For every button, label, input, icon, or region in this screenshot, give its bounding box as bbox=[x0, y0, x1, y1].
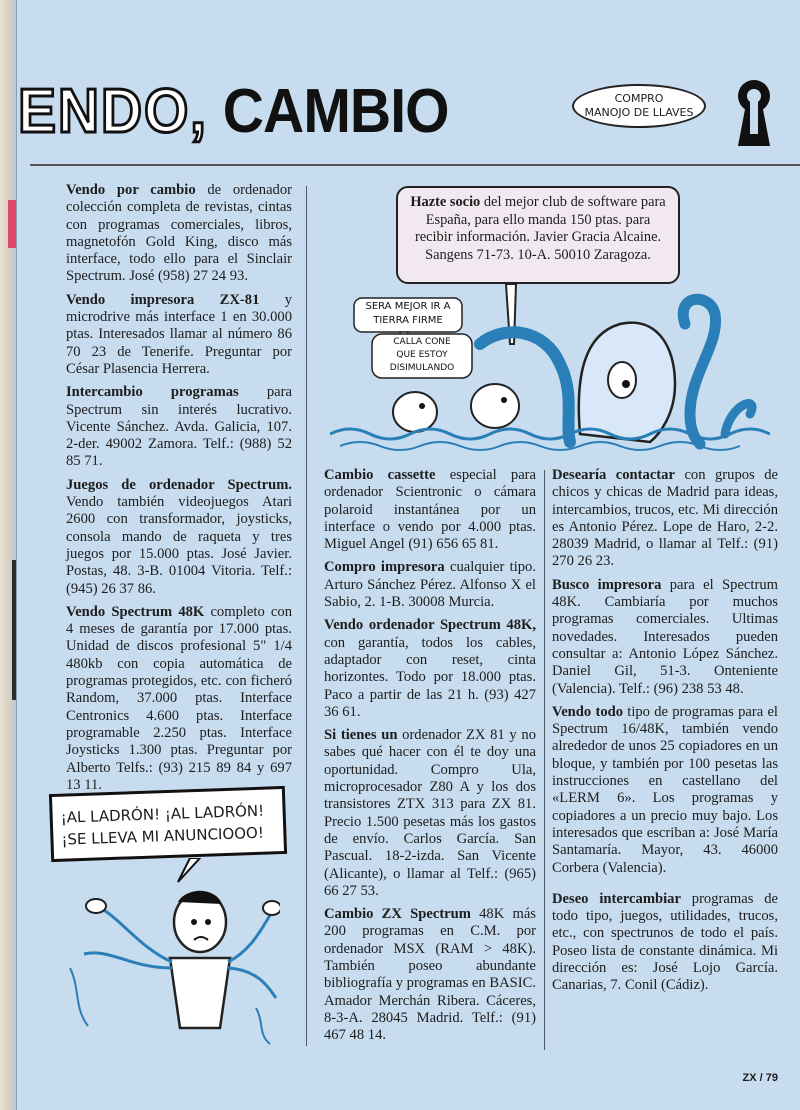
ad-lead: Vendo Spectrum 48K bbox=[66, 603, 205, 620]
section-title bbox=[18, 66, 449, 158]
swimmer-speech-2 bbox=[374, 336, 470, 375]
spine-dark-strip bbox=[12, 560, 16, 700]
speech-2-line-3: DISIMULANDO bbox=[389, 363, 455, 373]
ad-entry bbox=[552, 891, 778, 995]
ad-body: con grupos de chicos y chicas de Madrid para ideas, intercambios, trucos, etc. Mi dirección es Antonio Pérez. Lope de Haro, 2-2. 28039 Madrid, o llamar al Telf.: (91) 270 26 23. bbox=[552, 467, 778, 570]
speech-1-line-1: SERA MEJOR IR A bbox=[365, 301, 451, 312]
ad-lead: Cambio ZX Spectrum bbox=[324, 906, 471, 923]
thief-line-1: ¡AL LADRÓN! ¡AL LADRÓN! bbox=[60, 801, 265, 827]
ad-entry bbox=[552, 577, 778, 698]
speech-2-line-1: CALLA CONE bbox=[393, 337, 451, 347]
ad-entry bbox=[66, 384, 292, 470]
speech-2-line-2: QUE ESTOY bbox=[396, 350, 448, 360]
classifieds-column-2 bbox=[324, 467, 536, 1051]
ad-body: Vendo también videojuegos Atari 2600 con transformador, joysticks, consola mando de raqueta y tres juegos por 15.000 ptas. José Javier. Postas, 48. 3-B. 01004 Vitoria. Telf.: (945) 26 37 86. bbox=[66, 494, 292, 597]
ad-entry bbox=[552, 704, 778, 877]
binding-gutter bbox=[0, 0, 17, 1110]
header-divider bbox=[30, 164, 800, 166]
ad-entry bbox=[324, 617, 536, 721]
ad-lead: Vendo todo bbox=[552, 703, 624, 720]
ad-entry bbox=[66, 604, 292, 794]
ad-entry bbox=[324, 906, 536, 1044]
header-speech-bubble bbox=[572, 84, 706, 128]
ad-body: para el Spectrum 48K. Cambiaría por muchos programas comerciales. Ultimas novedades. Interesados pueden consultar a: Antonio López Sánchez. Daniel Gil, 51-3. Onteniente (Valencia). Telf.: (96) 238 53 48. bbox=[552, 576, 778, 697]
ad-body: para Spectrum sin interés lucrativo. Vicente Sánchez. Avda. Galicia, 107. 2-der. 49002 Zamora. Telf.: (988) 52 85 71. bbox=[66, 384, 292, 470]
classifieds-column-1 bbox=[66, 182, 292, 800]
club-lead: Hazte socio bbox=[410, 194, 481, 210]
ad-body: con garantía, todos los cables, adaptador con reset, cinta horizontes. Todo por 18.000 ptas. Paco a partir de las 21 h. (93) 427 36 61. bbox=[324, 634, 536, 720]
thief-speech-bubble bbox=[49, 786, 287, 862]
title-outline-part: ENDO, bbox=[18, 77, 208, 146]
thief-line-2: ¡SE LLEVA MI ANUNCIOOO! bbox=[61, 823, 265, 849]
ad-lead: Desearía contactar bbox=[552, 467, 675, 483]
ad-entry bbox=[324, 559, 536, 611]
ad-lead: Juegos de ordenador Spectrum. bbox=[66, 476, 292, 493]
ad-body: tipo de programas para el Spectrum 16/48K, también vendo alrededor de unos 25 copiadores en un bloque, y también por 100 pesetas las instrucciones en castellano del «LERM 6». Los programas y copiadores a un precio muy bajo. Los interesados que escriban a: José María Santamaría. Mayor, 43. 46000 Corbera (Valencia). bbox=[552, 703, 778, 876]
panicked-man-cartoon bbox=[60, 858, 280, 1048]
speech-1-line-2: TIERRA FIRME bbox=[373, 315, 443, 326]
ad-lead: Deseo intercambiar bbox=[552, 890, 681, 907]
ad-lead: Vendo impresora ZX-81 bbox=[66, 291, 260, 308]
ad-body: y microdrive más interface 1 en 30.000 ptas. Interesados llamar al número 86 70 23 de Tenerife. Preguntar por César Plasencia Herrera. bbox=[66, 291, 293, 377]
ad-lead: Compro impresora bbox=[324, 559, 445, 576]
ad-body: de ordenador colección completa de revistas, cintas con programas comerciales, libros, magnetofón Gold King, disco más interface, todo ello para el Sinclair Spectrum. José (958) 27 24 93. bbox=[66, 182, 293, 285]
column-divider bbox=[306, 186, 307, 1046]
classifieds-column-3 bbox=[552, 467, 778, 1001]
ad-entry bbox=[552, 467, 778, 571]
ad-lead: Busco impresora bbox=[552, 576, 662, 593]
ad-entry bbox=[324, 467, 536, 553]
ad-body: especial para ordenador Scientronic o cámara polaroid instantánea por un interface o vendo por 4.000 ptas. Miguel Angel (91) 656 65 81. bbox=[324, 467, 537, 553]
header-bubble-line-1: COMPRO bbox=[614, 92, 664, 105]
club-body: del mejor club de software para España, para ello manda 150 ptas. para recibir información. Javier Gracia Alcaine. Sangens 71-73. 10-A. 50010 Zaragoza. bbox=[414, 194, 666, 263]
ad-entry bbox=[66, 292, 292, 378]
page-number: ZX / 79 bbox=[742, 1072, 778, 1084]
ad-entry bbox=[66, 182, 292, 286]
title-solid-part: CAMBIO bbox=[207, 77, 449, 146]
ad-body: completo con 4 meses de garantía por 17.000 ptas. Unidad de discos profesional 5" 1/4 480kb con copia automática de programas protegidos, etc. con ficheró Random, 37.000 ptas. Interface Centronics 4.600 ptas. Interface programable 2.250 ptas. Interface Joysticks 1.300 ptas. Preguntar por Alberto Telfs.: (93) 215 89 84 y 697 13 11. bbox=[66, 603, 292, 793]
spine-color-strip bbox=[8, 200, 16, 248]
header-bubble-line-2: MANOJO DE LLAVES bbox=[584, 106, 694, 119]
ad-entry bbox=[324, 727, 536, 900]
swimmer-speech-1 bbox=[356, 300, 460, 328]
ad-entry bbox=[66, 477, 292, 598]
club-announcement-box bbox=[396, 186, 680, 284]
keyhole-icon bbox=[724, 76, 784, 150]
ad-lead: Cambio cassette bbox=[324, 467, 436, 483]
ad-lead: Vendo por cambio bbox=[66, 182, 196, 198]
ad-body: ordenador ZX 81 y no sabes qué hacer con él te doy una oportunidad. Compro Ula, microprocesador Z80 A y los dos transistores ZTX 313 para ZX 81. Precio 1.500 pesetas más los gastos de envío. Carlos García. San Pascual. 18-2-izda. San Vicente (Alicante), o llamar al Telf.: (965) 66 27 53. bbox=[324, 727, 536, 899]
ad-lead: Vendo ordenador Spectrum 48K, bbox=[324, 617, 536, 634]
ad-body: cualquier tipo. Arturo Sánchez Pérez. Alfonso X el Sabio, 2. 1-B. 30008 Murcia. bbox=[324, 559, 536, 611]
ad-body: 48K más 200 programas en C.M. por ordenador MSX (RAM > 48K). También poseo abundante bibliografía y programas en BASIC. Amador Merchán Ribera. Cáceres, 8-3-A. 28045 Madrid. Telf.: (91) 467 48 14. bbox=[324, 906, 536, 1044]
ad-body: programas de todo tipo, juegos, utilidades, trucos, etc., con spectrunos de todo el país. Poseo lista de constante dinámica. Mi dirección es: José Lojo García. Canarias, 7. Conil (Cádiz). bbox=[552, 890, 778, 994]
ad-lead: Si tienes un bbox=[324, 727, 398, 744]
column-divider bbox=[544, 470, 545, 1050]
ad-lead: Intercambio programas bbox=[66, 384, 239, 401]
